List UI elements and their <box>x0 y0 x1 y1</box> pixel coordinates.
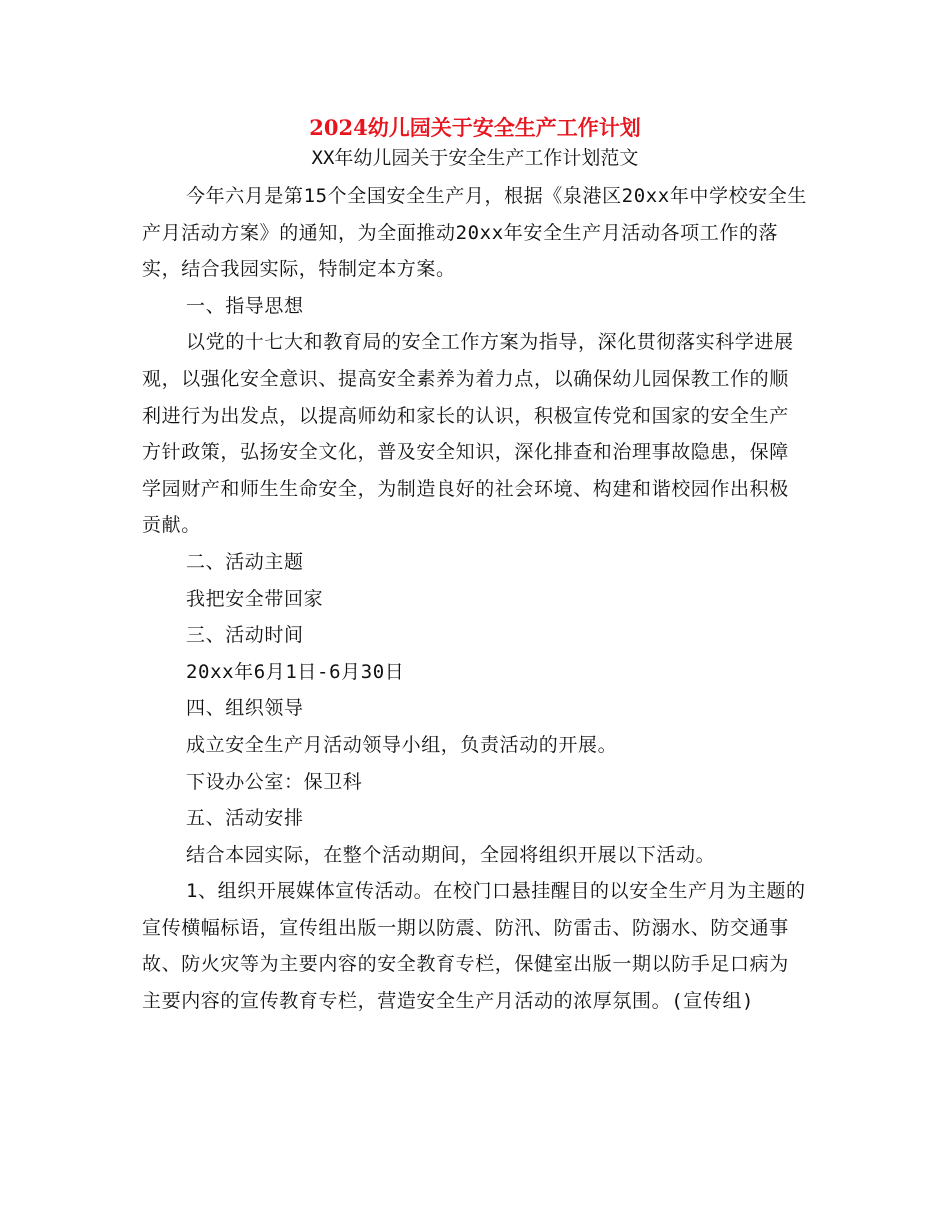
paragraph-intro: 今年六月是第15个全国安全生产月，根据《泉港区20xx年中学校安全生产月活动方案》的通知，为全面推动20xx年安全生产月活动各项工作的落实，结合我园实际，特制定本方案。 <box>142 185 808 281</box>
paragraph-media-activity: 1、组织开展媒体宣传活动。在校门口悬挂醒目的以安全生产月为主题的宣传横幅标语，宣传组出版一期以防震、防汛、防雷击、防溺水、防交通事故、防火灾等为主要内容的安全教育专栏，保健室出版一期以防手足口病为主要内容的宣传教育专栏，营造安全生产月活动的浓厚氛围。(宣传组) <box>142 880 806 1013</box>
document-content <box>142 112 808 1020</box>
paragraph-activity-theme: 我把安全带回家 <box>186 587 324 610</box>
heading-activity-arrangement: 五、活动安排 <box>186 807 304 830</box>
document-title: 2024幼儿园关于安全生产工作计划 <box>309 115 641 140</box>
heading-activity-time: 三、活动时间 <box>186 624 304 647</box>
heading-organization: 四、组织领导 <box>186 697 304 720</box>
paragraph-organization: 成立安全生产月活动领导小组，负责活动的开展。 <box>186 733 618 756</box>
paragraph-guiding-thought: 以党的十七大和教育局的安全工作方案为指导，深化贯彻落实科学进展观，以强化安全意识、提高安全素养为着力点，以确保幼儿园保教工作的顺利进行为出发点，以提高师幼和家长的认识，积极宣传党和国家的安全生产方针政策，弘扬安全文化，普及安全知识，深化排查和治理事故隐患，保障学园财产和师生生命安全，为制造良好的社会环境、构建和谐校园作出积极贡献。 <box>142 331 794 537</box>
heading-guiding-thought: 一、指导思想 <box>186 294 304 317</box>
paragraph-office: 下设办公室：保卫科 <box>186 770 363 793</box>
document-subtitle: XX年幼儿园关于安全生产工作计划范文 <box>311 147 639 169</box>
paragraph-activity-time: 20xx年6月1日-6月30日 <box>186 660 405 683</box>
heading-activity-theme: 二、活动主题 <box>186 550 304 573</box>
paragraph-arrangement-intro: 结合本园实际，在整个活动期间，全园将组织开展以下活动。 <box>186 843 716 866</box>
